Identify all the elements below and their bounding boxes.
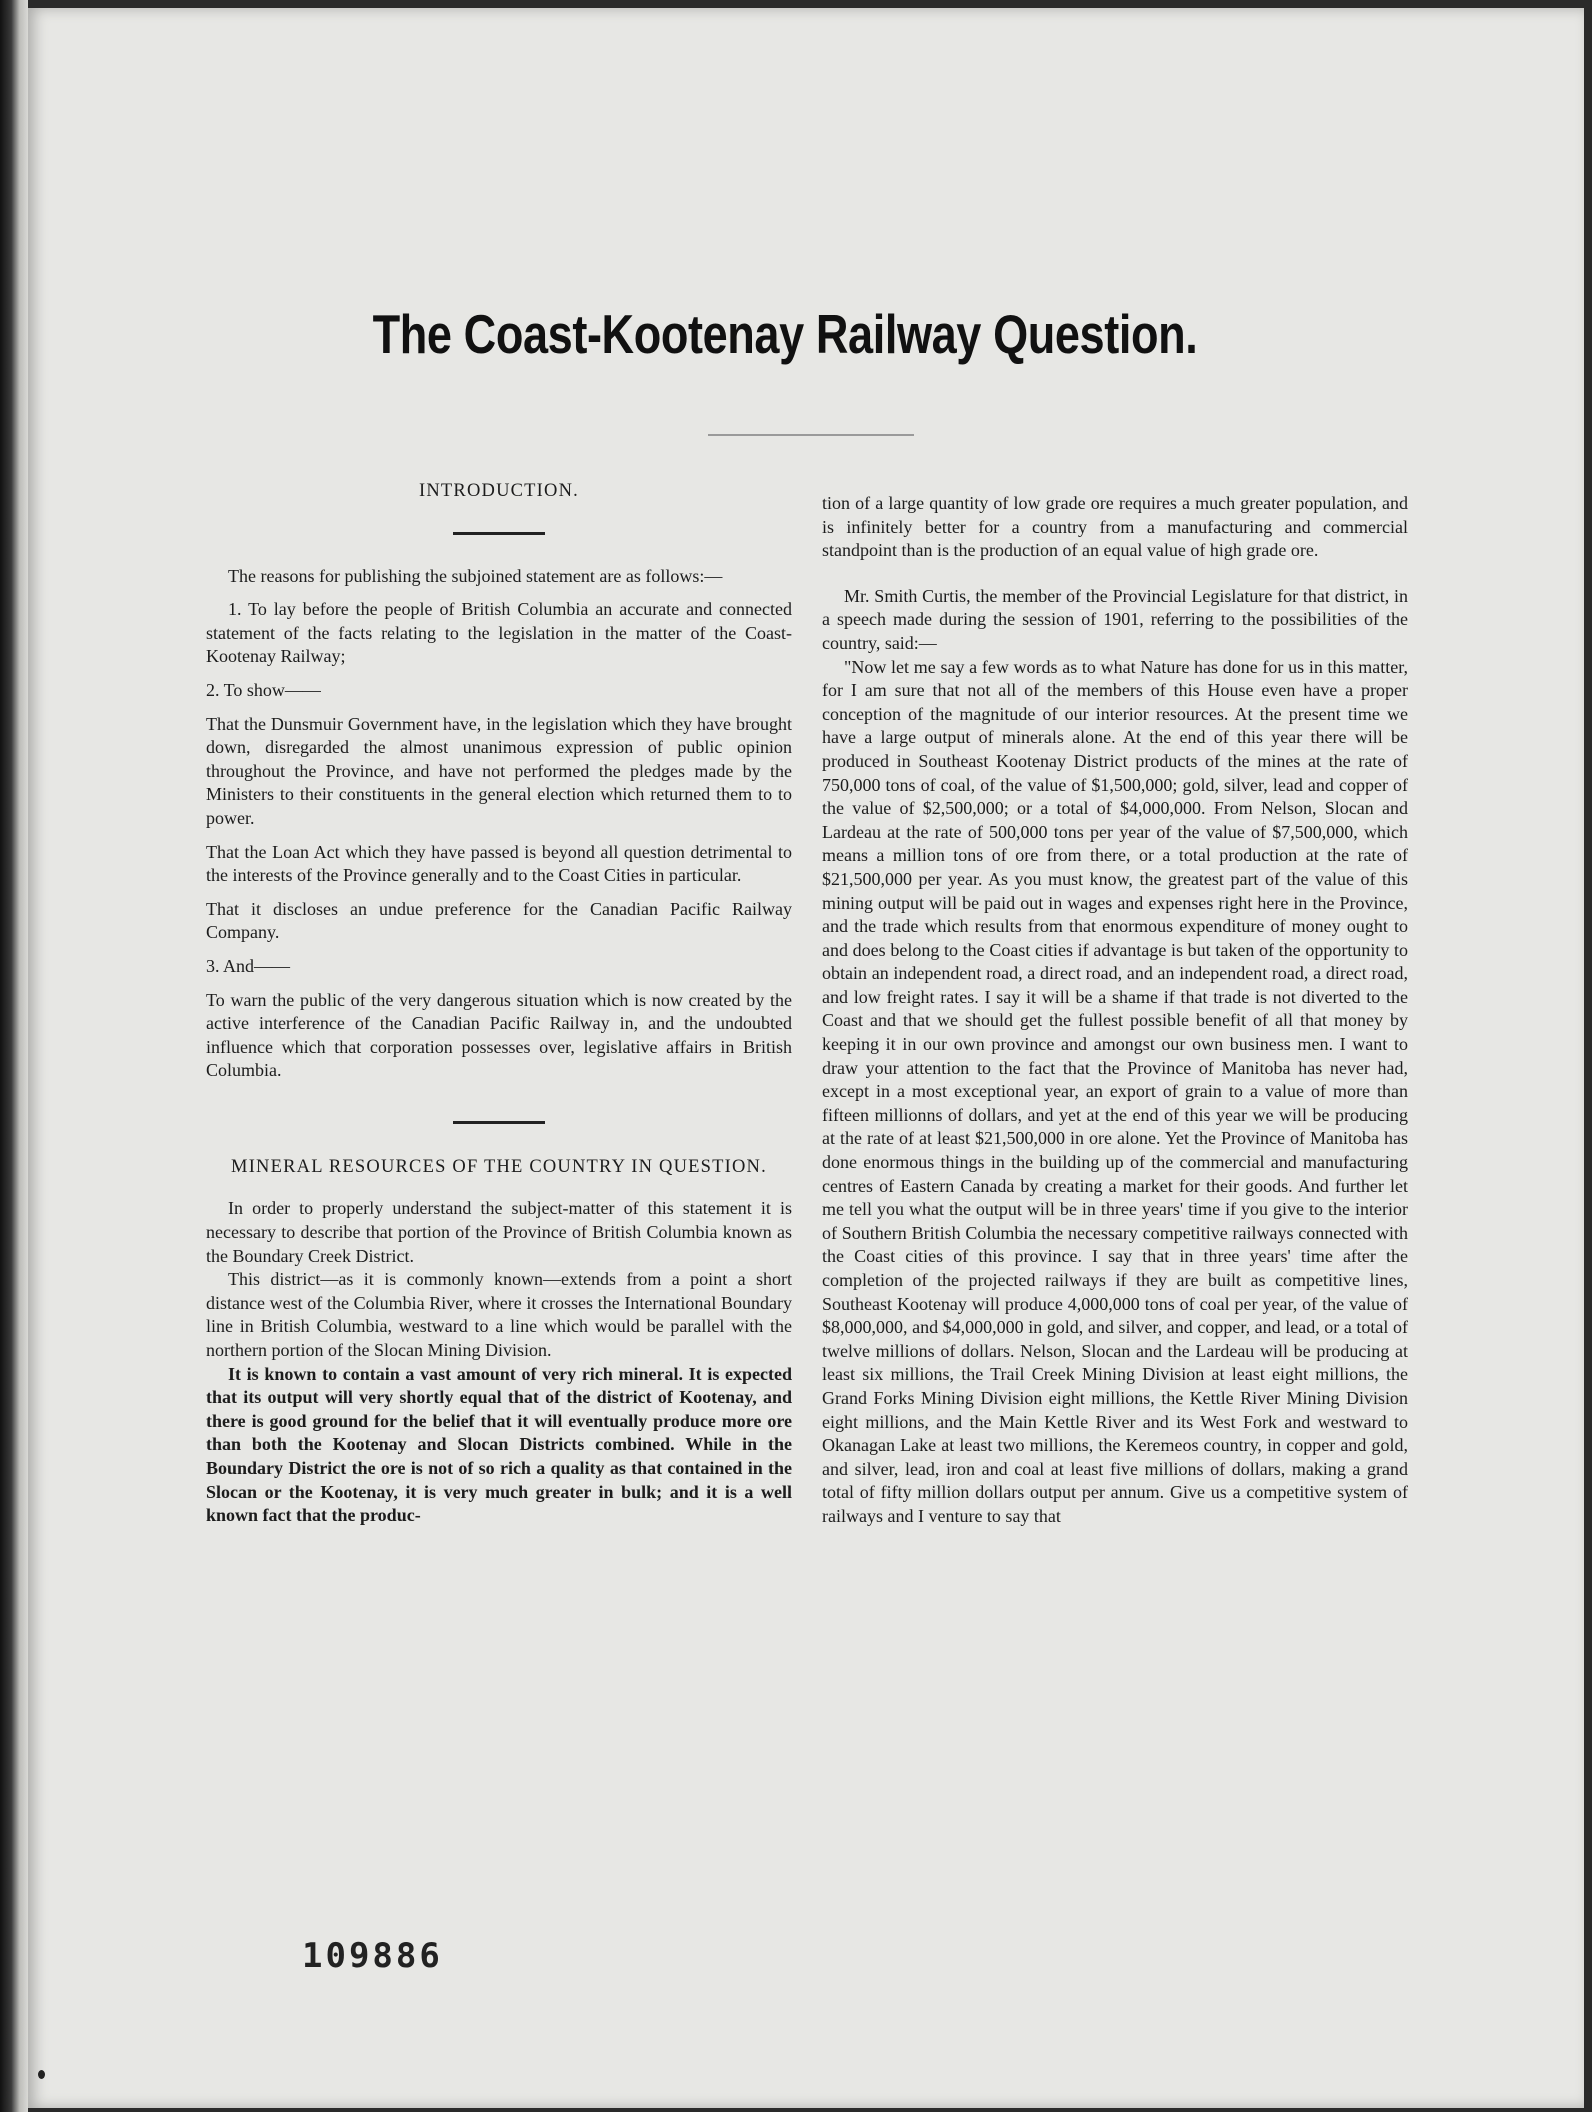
introduction-lead: The reasons for publishing the subjoined statement are as follows:— xyxy=(228,565,723,586)
title-divider xyxy=(708,434,914,436)
introduction-item-2-c: That it discloses an undue preference for the Canadian Pacific Railway Company. xyxy=(206,898,792,943)
introduction-item-3-label: 3. And—— xyxy=(206,955,291,976)
introduction-item-2-b: That the Loan Act which they have passed is beyond all question detrimental to the interests of the Province generally and to the Coast Cities in particular. xyxy=(206,841,792,886)
mineral-paragraph-1: In order to properly understand the subject-matter of this statement it is necessary to describe that portion of the Province of British Columbia known as the Boundary Creek District. xyxy=(206,1198,792,1266)
right-column xyxy=(822,492,1408,1529)
right-paragraph-1: tion of a large quantity of low grade ore requires a much greater population, and is infinitely better for a country from a manufacturing and commercial standpoint than is the production of an equal value of high grade ore. xyxy=(822,493,1408,561)
introduction-item-2-a: That the Dunsmuir Government have, in the legislation which they have brought down, disregarded the almost unanimous expression of public opinion throughout the Province, and have not performed the pledges made by the Ministers to their constituents in the general election which returned them to to power. xyxy=(206,713,792,828)
introduction-item-3-a: To warn the public of the very dangerous situation which is now created by the active interference of the Canadian Pacific Railway in, and the undoubted influence which that corporation possesses over, legislative affairs in British Columbia. xyxy=(206,989,792,1081)
mineral-paragraph-3: It is known to contain a vast amount of very rich mineral. It is expected that its output will very shortly equal that of the district of Kootenay, and there is good ground for the belief that it will eventually produce more ore than both the Kootenay and Slocan Districts combined. While in the Boundary District the ore is not of so rich a quality as that contained in the Slocan or the Kootenay, it is very much greater in bulk; and it is a well known fact that the produc- xyxy=(206,1363,792,1526)
binding-edge xyxy=(0,0,28,2112)
catalog-number: 109886 xyxy=(302,1936,443,1976)
right-paragraph-2: Mr. Smith Curtis, the member of the Provincial Legislature for that district, in a speech made during the session of 1901, referring to the possibilities of the country, said:— xyxy=(822,585,1408,653)
left-column xyxy=(206,480,792,1528)
mineral-paragraph-2: This district—as it is commonly known—extends from a point a short distance west of the Columbia River, where it crosses the International Boundary line in British Columbia, westward to a line which would be parallel with the northern portion of the Slocan Mining Division. xyxy=(206,1269,792,1361)
introduction-item-2-label: 2. To show—— xyxy=(206,679,321,700)
introduction-item-1: 1. To lay before the people of British Columbia an accurate and connected statement of the facts relating to the legislation in the matter of the Coast-Kootenay Railway; xyxy=(206,599,792,667)
page-title: The Coast-Kootenay Railway Question. xyxy=(372,303,1198,365)
right-paragraph-3: "Now let me say a few words as to what Nature has done for us in this matter, for I am sure that not all of the members of this House even have a proper conception of the magnitude of our interior resources. At the present time we have a large output of minerals alone. At the end of this year there will be produced in Southeast Kootenay District products of the mines at the rate of 750,000 tons of coal, of the value of $1,500,000; gold, silver, lead and copper of the value of $2,500,000; or a total of $4,000,000. From Nelson, Slocan and Lardeau at the rate of 500,000 tons per year of the value of $7,500,000, which means a million tons of ore from there, or a total production at the rate of $21,500,000 per year. As you must know, the greatest part of the value of this mining output will be paid out in wages and expenses right here in the Province, and the trade which results from that enormous expenditure of money ought to and does belong to the Coast cities if advantage is but taken of the opportunity to obtain an independent road, a direct road, and an independent road, a direct road, and low freight rates. I say it will be a shame if that trade is not diverted to the Coast and that we should get the fullest possible benefit of all that money by keeping it in our own province and amongst our own business men. I want to draw your attention to the fact that the Province of Manitoba has never had, except in a most exceptional year, an export of grain to a value of more than fifteen millionns of dollars, and yet at the end of this year we will be producing at the rate of at least $21,500,000 in ore alone. Yet the Province of Manitoba has done enormous things in the building up of the commercial and manufacturing centres of Eastern Canada by creating a market for their goods. And further let me tell you what the output will be in three years' time if you give to the interior of Southern British Columbia the necessary competitive railways connected with the Coast cities of this province. I say that in three years' time after the completion of the projected railways if they are built as competitive lines, Southeast Kootenay will produce 4,000,000 tons of coal per year, of the value of $8,000,000, and $4,000,000 in gold, and silver, and copper, and lead, or a total of twelve millions of dollars. Nelson, Slocan and the Lardeau will be producing at least six millions, the Trail Creek Mining Division at least eight millions, the Grand Forks Mining Division eight millions, the Kettle River Mining Division eight millions, and the Main Kettle River and its West Fork and westward to Okanagan Lake at least two millions, the Keremeos country, in copper and gold, and silver, lead, iron and coal at least five millions of dollars, making a grand total of fifty million dollars output per annum. Give us a competitive system of railways and I venture to say that xyxy=(822,656,1408,1526)
introduction-heading: INTRODUCTION. xyxy=(419,481,579,501)
scan-speck xyxy=(38,2070,45,2079)
mineral-heading: MINERAL RESOURCES OF THE COUNTRY IN QUESTION. xyxy=(231,1156,767,1177)
